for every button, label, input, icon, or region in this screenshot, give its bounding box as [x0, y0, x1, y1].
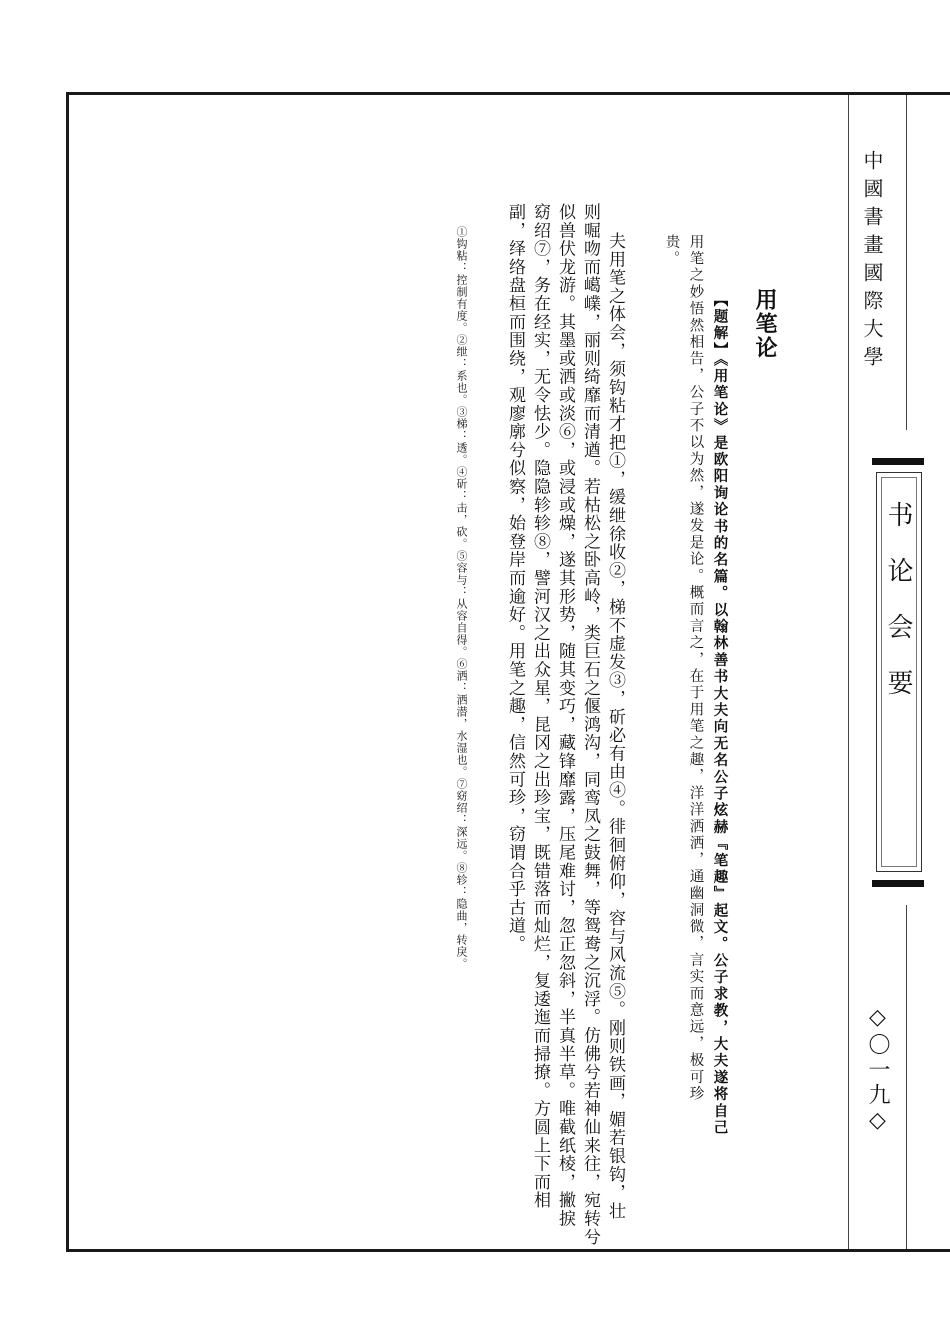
- right-margin-line-outer: [848, 95, 849, 1249]
- book-title: 书论会要: [883, 501, 913, 725]
- book-title-cartouche: [876, 472, 922, 872]
- article-title: 用笔论: [752, 288, 778, 360]
- right-margin-line-inner-lower: [906, 905, 907, 1249]
- masthead: 中國書畫國際大學: [860, 150, 884, 374]
- footnotes: ①钩粘：控制有度。②绁：系也。③梯：透。④斫：击，砍。⑤容与：从容自得。⑥洒：洒潜，水湿也。⑦窈绍：深远。⑧轸：隐曲，转戾。: [455, 226, 468, 970]
- intro-line-2: 用笔之妙悟然相告，公子不以为然，遂发是论。概而言之，在于用笔之趣，洋洋洒洒，通幽洞微，言实而意远，极可珍: [687, 234, 704, 1103]
- cartouche-top-bar: [872, 458, 924, 465]
- right-margin-line-inner: [906, 95, 907, 430]
- body-line-5: 副，绎络盘桓而围绕，观廖廓兮似察，始登岸而逾好。用笔之趣，信然可珍，窃谓合乎古道。: [505, 203, 525, 954]
- body-line-4: 窈绍⑦，务在经实，无令怯少。隐隐轸轸⑧，譬河汉之出众星，昆冈之出珍宝，既错落而灿烂，复逶迤而掃撩。方圆上下而相: [530, 203, 550, 1210]
- cartouche-bottom-bar: [872, 880, 924, 887]
- body-line-3: 似兽伏龙游。其墨或洒或淡⑥，或浸或燥，遂其形势，随其变巧，藏锋靡露，压尾难讨，忽正忽斜，半真半草。唯截纸棱，撇捩: [555, 203, 575, 1228]
- intro-line-3: 贵。: [663, 234, 680, 268]
- page-number: ◇〇一九◇: [865, 1005, 890, 1136]
- body-line-2: 则啒吻而嶱嶫，丽则绮靡而清遒。若枯松之卧高岭，类巨石之偃鸿沟，同鸾凤之鼓舞，等鸳鸯之沉浮。仿佛兮若神仙来往，宛转兮: [580, 203, 600, 1247]
- intro-line-1: 【题解】《用笔论》是欧阳询论书的名篇。以翰林善书大夫向无名公子炫赫『笔趣』起文。公子求教，大夫遂将自己: [711, 292, 729, 1137]
- body-line-1: 夫用笔之体会，须钩粘才把①，缓绁徐收②，梯不虚发③，斫必有由④。徘徊俯仰，容与风流⑤。刚则铁画，媚若银钩，壮: [605, 232, 625, 1221]
